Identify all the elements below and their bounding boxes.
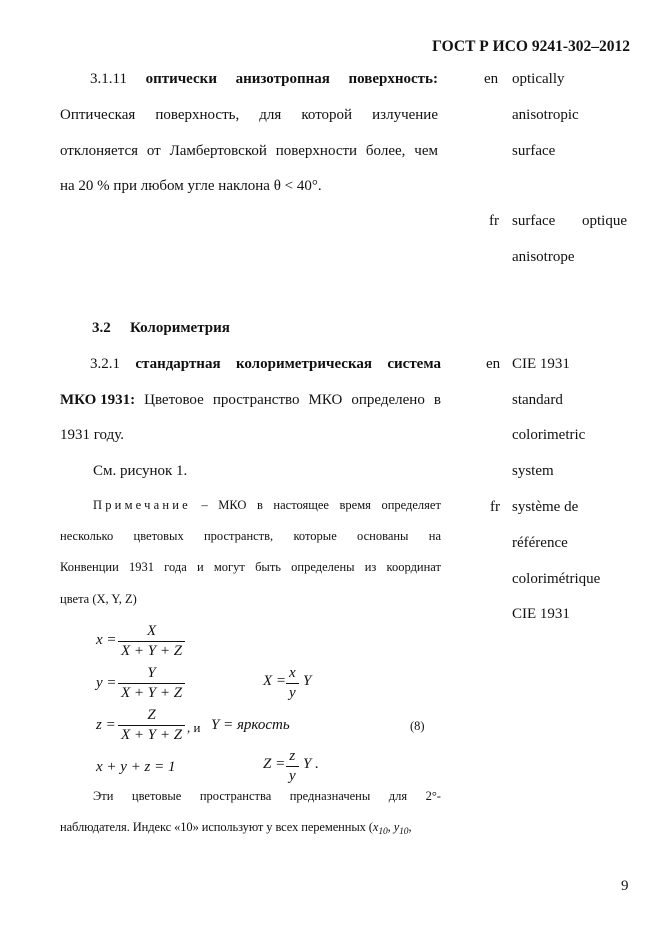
word: Цветовое bbox=[144, 392, 204, 408]
note-dash: – bbox=[201, 498, 208, 512]
numerator: Y bbox=[147, 665, 156, 681]
word: которой bbox=[301, 107, 353, 123]
word: в bbox=[433, 392, 441, 408]
text-run: наблюдателя. Индекс «10» используют у всех переменных ( bbox=[60, 820, 373, 834]
word: пространство bbox=[212, 392, 300, 408]
word: чем bbox=[414, 143, 438, 159]
note-label: Примечание bbox=[93, 498, 191, 512]
term-word: оптически bbox=[145, 71, 217, 87]
french-term-line: anisotrope bbox=[512, 249, 575, 265]
word: координат bbox=[386, 560, 441, 574]
word: для bbox=[388, 789, 408, 803]
word: на bbox=[428, 529, 441, 543]
word: пространств, bbox=[203, 529, 274, 543]
word: в bbox=[256, 498, 263, 512]
subscript: 10 bbox=[378, 827, 388, 837]
note-line: цвета (X, Y, Z) bbox=[60, 592, 137, 606]
lang-label-fr: fr bbox=[490, 499, 500, 515]
numerator: x bbox=[289, 665, 296, 681]
word: быть bbox=[255, 560, 281, 574]
word: цветовые bbox=[131, 789, 182, 803]
word: для bbox=[259, 107, 282, 123]
separator: , bbox=[387, 820, 394, 834]
equation-number: (8) bbox=[410, 719, 425, 733]
denominator: X + Y + Z bbox=[118, 725, 185, 745]
formula-y-lhs: y = bbox=[96, 675, 117, 691]
body-line bbox=[93, 789, 441, 804]
term-word: анизотропная bbox=[235, 71, 330, 87]
word: Ламбертовской bbox=[169, 143, 267, 159]
word: цветовых bbox=[133, 529, 184, 543]
term-number: 3.1.11 bbox=[90, 71, 127, 87]
word: излучение bbox=[372, 107, 438, 123]
formula-x-fraction bbox=[118, 622, 185, 661]
definition-line: на 20 % при любом угле наклона θ < 40°. bbox=[60, 178, 322, 194]
formula-Y-definition: Y = яркость bbox=[211, 717, 290, 733]
term-number: 3.2.1 bbox=[90, 356, 120, 372]
word: поверхности bbox=[275, 143, 358, 159]
word: 2°- bbox=[425, 789, 441, 803]
formula-conjunction: , и bbox=[187, 720, 201, 735]
page-number: 9 bbox=[621, 878, 629, 894]
word: Оптическая bbox=[60, 107, 136, 123]
english-term-line: anisotropic bbox=[512, 107, 579, 123]
definition-line: 1931 году. bbox=[60, 427, 124, 443]
word: surface bbox=[512, 213, 556, 229]
word: и bbox=[196, 560, 204, 574]
formula-Z-fraction bbox=[286, 747, 299, 786]
section-title: Колориметрия bbox=[130, 320, 230, 336]
numerator: Z bbox=[147, 707, 156, 723]
word: Конвенции bbox=[60, 560, 119, 574]
numerator: z bbox=[289, 748, 296, 764]
variable: x bbox=[372, 820, 379, 834]
french-term-line: colorimétrique bbox=[512, 571, 601, 587]
english-term-line: colorimetric bbox=[512, 427, 586, 443]
word: несколько bbox=[60, 529, 114, 543]
word: которые bbox=[293, 529, 337, 543]
numerator: X bbox=[146, 623, 157, 639]
term-word: система bbox=[387, 356, 441, 372]
word: основаны bbox=[357, 529, 409, 543]
term-word: колориметрическая bbox=[235, 356, 372, 372]
word: время bbox=[339, 498, 371, 512]
term-3-2-1-heading bbox=[90, 356, 441, 373]
subscript: 10 bbox=[399, 827, 409, 837]
variable: y bbox=[393, 820, 400, 834]
word: определены bbox=[291, 560, 355, 574]
word: определяет bbox=[381, 498, 441, 512]
word: отклоняется bbox=[60, 143, 139, 159]
body-line bbox=[60, 820, 411, 837]
word: от bbox=[146, 143, 161, 159]
word: Эти bbox=[93, 789, 114, 803]
word: предназначены bbox=[289, 789, 371, 803]
french-term-line bbox=[512, 213, 627, 230]
formula-y-fraction bbox=[118, 664, 185, 703]
word: настоящее bbox=[273, 498, 329, 512]
lang-label-en: en bbox=[486, 356, 501, 372]
term-3-1-11-heading bbox=[90, 71, 438, 88]
formula-X-tail: Y bbox=[303, 673, 312, 689]
document-header: ГОСТ Р ИСО 9241-302–2012 bbox=[432, 38, 630, 55]
word: поверхность, bbox=[155, 107, 240, 123]
english-term-line: system bbox=[512, 463, 554, 479]
text-run: , bbox=[408, 820, 412, 834]
english-term-line: CIE 1931 bbox=[512, 356, 570, 372]
formula-Z-lhs: Z = bbox=[263, 756, 286, 772]
word: могут bbox=[213, 560, 245, 574]
word: 1931 bbox=[128, 560, 154, 574]
term-word: поверхность: bbox=[348, 71, 438, 87]
denominator: y bbox=[286, 683, 299, 703]
definition-line bbox=[60, 392, 441, 409]
definition-line bbox=[60, 107, 438, 124]
note-line bbox=[93, 498, 441, 513]
section-number: 3.2 bbox=[92, 320, 111, 336]
word: optique bbox=[582, 213, 627, 229]
definition-line bbox=[60, 143, 438, 160]
formula-Z-tail: Y . bbox=[303, 756, 319, 772]
formula-x-lhs: x = bbox=[96, 632, 117, 648]
formula-z-lhs: z = bbox=[96, 717, 116, 733]
word: определено bbox=[351, 392, 425, 408]
french-term-line: système de bbox=[512, 499, 579, 515]
lang-label-fr: fr bbox=[489, 213, 499, 229]
word: МКО bbox=[308, 392, 343, 408]
french-term-line: référence bbox=[512, 535, 568, 551]
note-line bbox=[60, 529, 441, 544]
french-term-line: CIE 1931 bbox=[512, 606, 570, 622]
denominator: X + Y + Z bbox=[118, 641, 185, 661]
english-term-line: surface bbox=[512, 143, 556, 159]
formula-z-fraction bbox=[118, 706, 185, 745]
formula-sum: x + y + z = 1 bbox=[96, 759, 176, 775]
denominator: y bbox=[286, 766, 299, 786]
figure-reference: См. рисунок 1. bbox=[93, 463, 188, 479]
word: МКО bbox=[218, 498, 247, 512]
formula-X-fraction bbox=[286, 664, 299, 703]
denominator: X + Y + Z bbox=[118, 683, 185, 703]
formula-X-lhs: X = bbox=[263, 673, 287, 689]
english-term-line: standard bbox=[512, 392, 563, 408]
note-line bbox=[60, 560, 441, 575]
lang-label-en: en bbox=[484, 71, 499, 87]
term-word: МКО 1931: bbox=[60, 392, 136, 408]
word: более, bbox=[365, 143, 406, 159]
word: пространства bbox=[199, 789, 272, 803]
english-term-line: optically bbox=[512, 71, 565, 87]
term-word: стандартная bbox=[135, 356, 221, 372]
word: года bbox=[164, 560, 187, 574]
word: из bbox=[364, 560, 377, 574]
